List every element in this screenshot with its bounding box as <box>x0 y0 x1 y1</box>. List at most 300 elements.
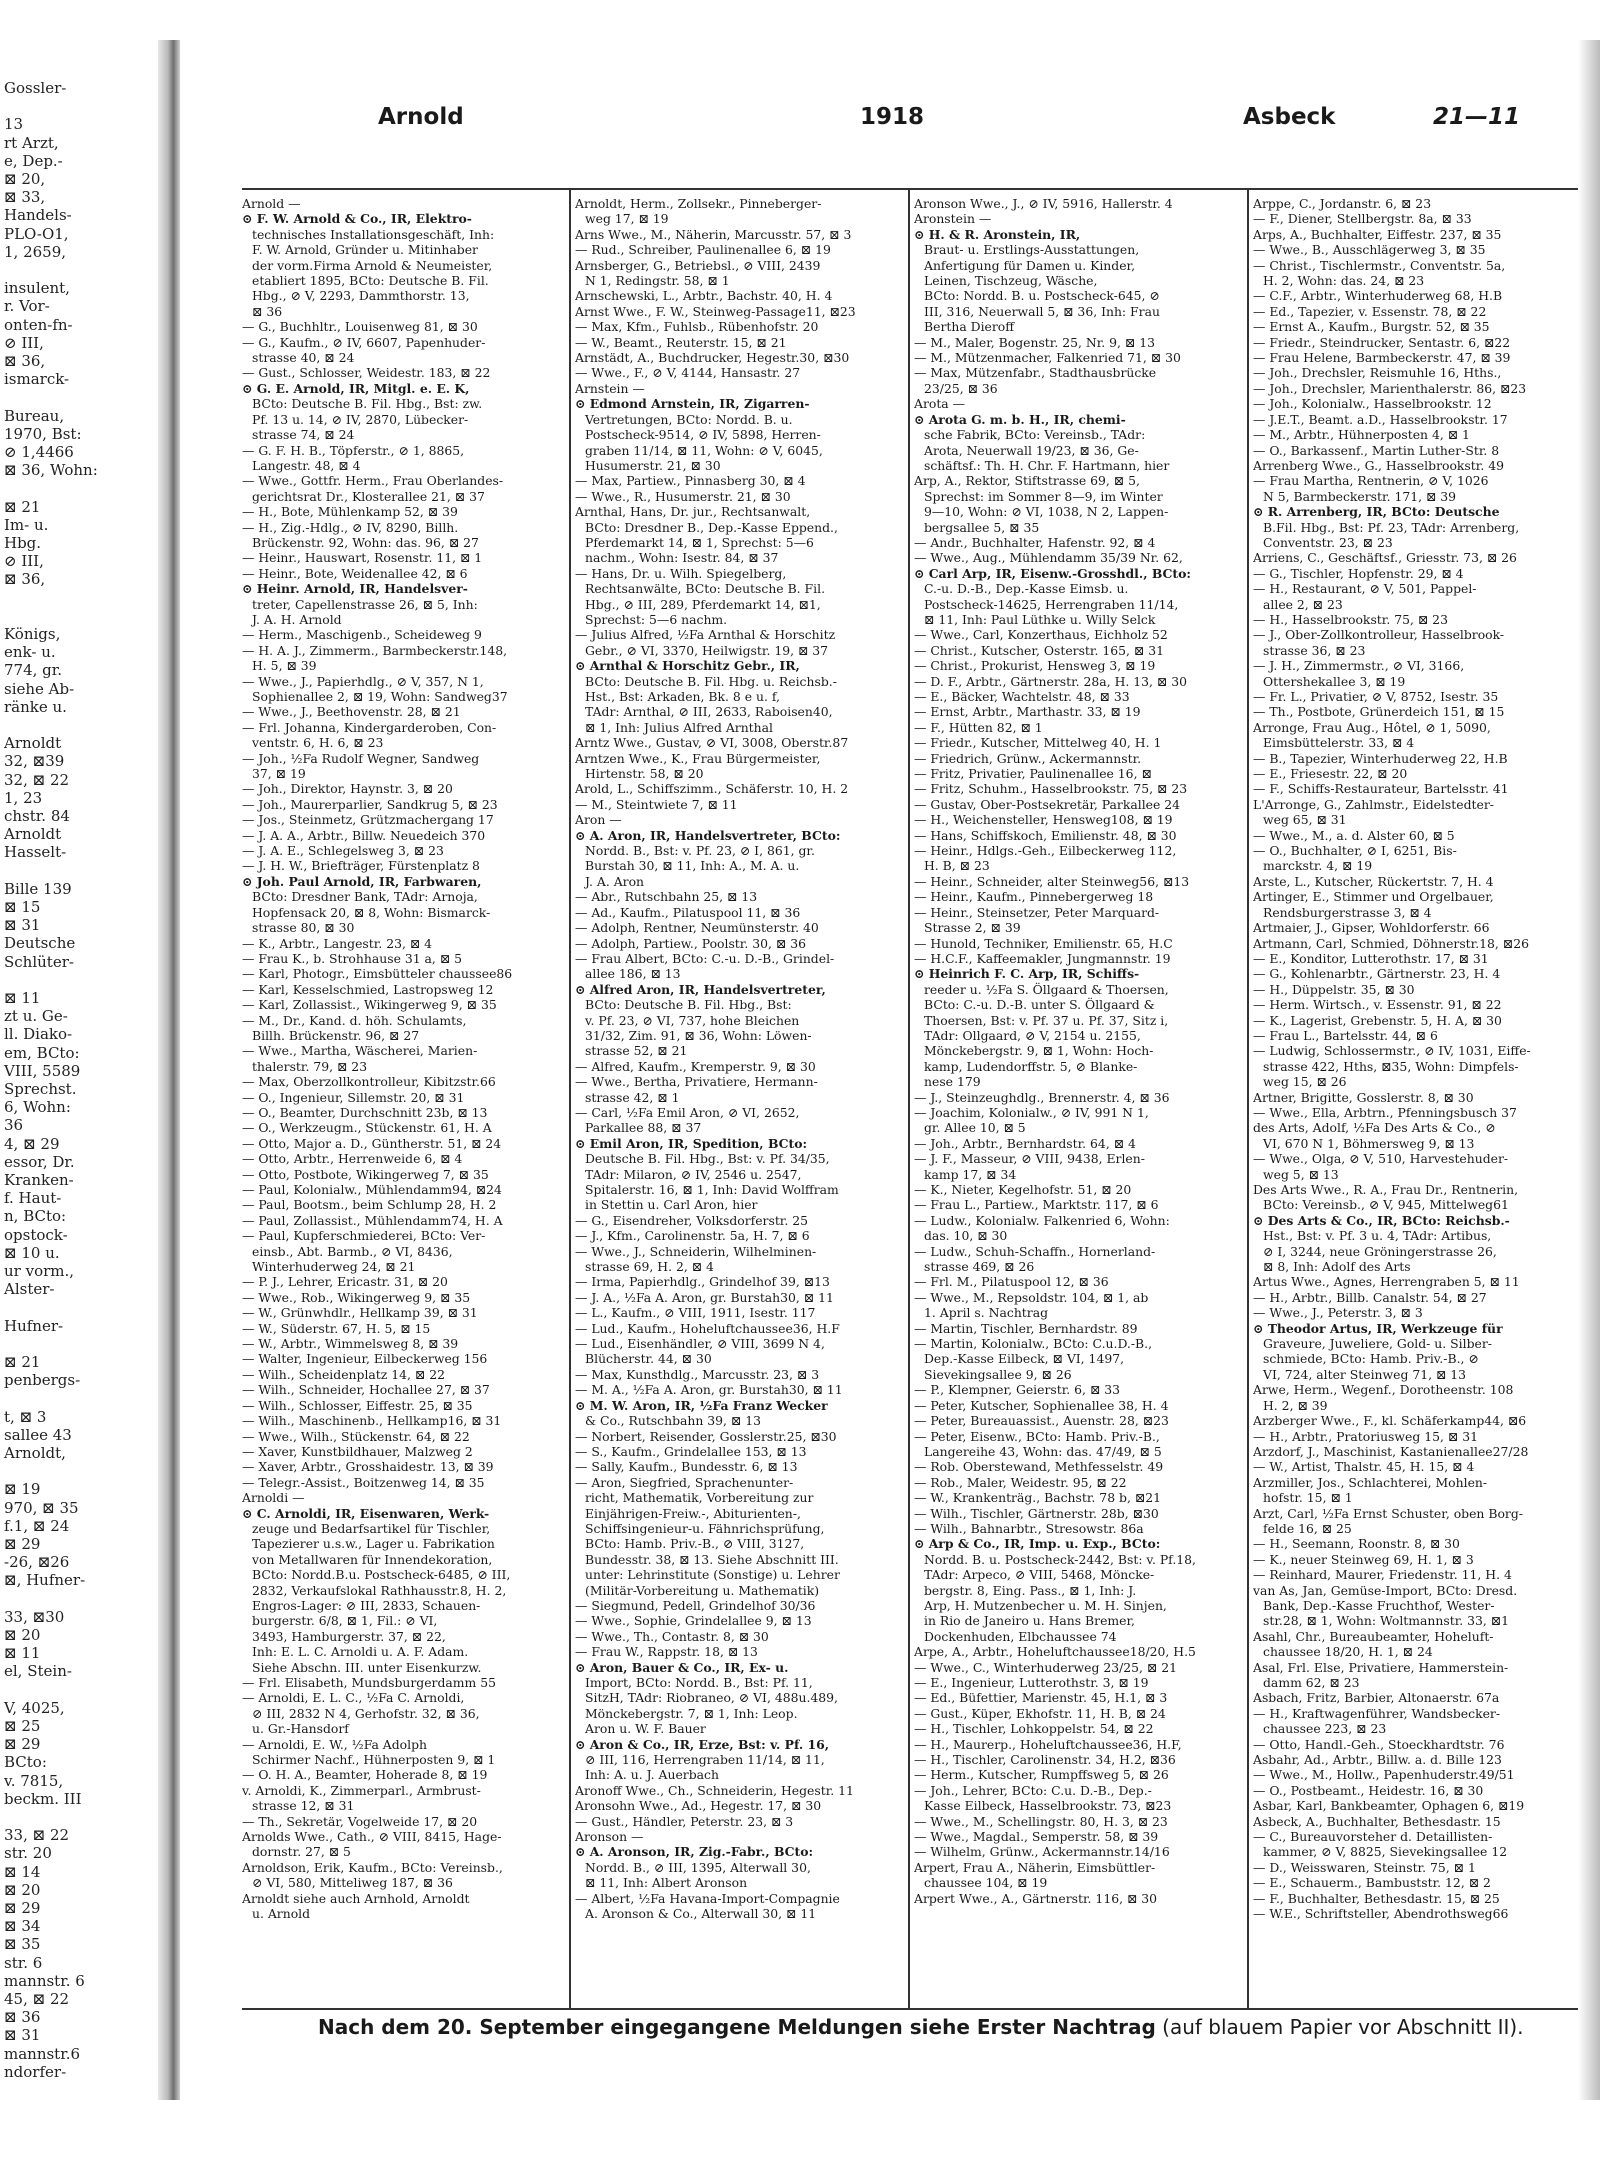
directory-entry-line: — Friedr., Kutscher, Mittelweg 40, H. 1 <box>914 735 1162 751</box>
directory-entry-line: Postscheck-9514, ⊘ IV, 5898, Herren- <box>585 427 821 443</box>
directory-entry-line: — S., Kaufm., Grindelallee 153, ⊠ 13 <box>575 1443 807 1459</box>
directory-entry-line: Aronson — <box>575 1829 644 1845</box>
directory-entry-line: C.-u. D.-B., Dep.-Kasse Eimsb. u. <box>924 581 1129 597</box>
directory-entry-line: Arnoldi — <box>242 1490 305 1506</box>
directory-entry-line: — K., Lagerist, Grebenstr. 5, H. A, ⊠ 30 <box>1253 1012 1502 1028</box>
directory-entry-line: 9—10, Wohn: ⊘ VI, 1038, N 2, Lappen- <box>924 504 1169 520</box>
margin-line: r. Vor- <box>4 297 50 316</box>
directory-entry-line: — Joh., Drechsler, Reismuhle 16, Hths., <box>1253 365 1502 381</box>
directory-entry-line: — H., Seemann, Roonstr. 8, ⊠ 30 <box>1253 1536 1460 1552</box>
directory-entry-line: — O., Ingenieur, Sillemstr. 20, ⊠ 31 <box>242 1089 465 1105</box>
directory-entry-line: — Wwe., M., a. d. Alster 60, ⊠ 5 <box>1253 827 1455 843</box>
directory-entry-line: ⊘ III, 116, Herrengraben 11/14, ⊠ 11, <box>585 1752 825 1768</box>
directory-entry-line: — H., Zig.-Hdlg., ⊘ IV, 8290, Billh. <box>242 519 459 535</box>
margin-line: ⊘ III, <box>4 333 44 352</box>
margin-line: BCto: <box>4 1753 47 1772</box>
margin-line: siehe Ab- <box>4 679 75 698</box>
margin-line: Alster- <box>4 1280 55 1299</box>
directory-entry-line: — Ad., Kaufm., Pilatuspool 11, ⊠ 36 <box>575 904 801 920</box>
directory-entry-line: — Th., Sekretär, Vogelweide 17, ⊠ 20 <box>242 1813 478 1829</box>
directory-entry-line: — F., Hütten 82, ⊠ 1 <box>914 719 1043 735</box>
directory-entry-line: strasse 69, H. 2, ⊠ 4 <box>585 1259 714 1275</box>
directory-entry-line: Arzt, Carl, ½Fa Ernst Schuster, oben Borg- <box>1253 1505 1523 1521</box>
directory-entry-line: — Arnoldi, E. L. C., ½Fa C. Arnoldi, <box>242 1690 465 1706</box>
directory-entry-line: von Metallwaren für Innendekoration, <box>252 1551 493 1567</box>
directory-entry-line: Arnoldt siehe auch Arnhold, Arnoldt <box>242 1890 470 1906</box>
directory-entry-line: der vorm.Firma Arnold & Neumeister, <box>252 257 493 273</box>
directory-entry-line: — P., Klempner, Geierstr. 6, ⊠ 33 <box>914 1382 1121 1398</box>
directory-entry-line: — H., Restaurant, ⊘ V, 501, Pappel- <box>1253 581 1477 597</box>
directory-entry-line: Aron — <box>575 812 622 828</box>
directory-entry-line: ⊙ Heinrich F. C. Arp, IR, Schiffs- <box>914 966 1140 982</box>
margin-line: Hbg. <box>4 534 42 552</box>
directory-entry-line: Hst., Bst: Arkaden, Bk. 8 e u. f, <box>585 689 780 704</box>
directory-entry-line: — Carl, ½Fa Emil Aron, ⊘ VI, 2652, <box>575 1104 800 1120</box>
margin-line: Arnoldt <box>4 825 62 844</box>
margin-line: ⊘ 1,4466 <box>4 443 74 461</box>
directory-entry-line: — M., Mützenmacher, Falkenried 71, ⊠ 30 <box>914 350 1181 366</box>
directory-entry-line: — J. H., Zimmermstr., ⊘ VI, 3166, <box>1253 658 1465 674</box>
directory-entry-line: schäftsf.: Th. H. Chr. F. Hartmann, hier <box>924 457 1170 473</box>
margin-line: ur vorm., <box>4 1262 75 1280</box>
directory-entry-line: — Wilh., Schneider, Hochallee 27, ⊠ 37 <box>242 1382 490 1398</box>
directory-entry-line: Arp, A., Rektor, Stiftstrasse 69, ⊠ 5, <box>914 473 1140 489</box>
directory-entry-line: strasse 36, ⊠ 23 <box>1263 642 1366 658</box>
directory-entry-line: J. A. Aron <box>585 873 645 889</box>
margin-line: 6, Wohn: <box>4 1098 71 1117</box>
directory-entry-line: Langereihe 43, Wohn: das. 47/49, ⊠ 5 <box>924 1443 1162 1459</box>
directory-entry-line: str.28, ⊠ 1, Wohn: Woltmannstr. 33, ⊠1 <box>1263 1613 1510 1629</box>
directory-entry-line: — Wwe., B., Ausschlägerweg 3, ⊠ 35 <box>1253 242 1486 258</box>
directory-entry-line: BCto: Vereinsb., ⊘ V, 945, Mittelweg61 <box>1263 1197 1509 1213</box>
directory-entry-line: Dep.-Kasse Eilbeck, ⊠ VI, 1497, <box>924 1351 1125 1367</box>
margin-line: mannstr. 6 <box>4 1971 85 1990</box>
directory-entry-line: — O., Buchhalter, ⊘ I, 6251, Bis- <box>1253 843 1457 859</box>
directory-entry-line: — H.C.F., Kaffeemakler, Jungmannstr. 19 <box>914 950 1171 966</box>
directory-entry-line: — Frl. Elisabeth, Mundsburgerdamm 55 <box>242 1675 496 1690</box>
directory-entry-line: Anfertigung für Damen u. Kinder, <box>924 257 1136 273</box>
directory-entry-line: — Wwe., M., Hollw., Papenhuderstr.49/51 <box>1253 1767 1515 1783</box>
directory-entry-line: in Stettin u. Carl Aron, hier <box>585 1197 758 1213</box>
margin-line: Bille 139 <box>4 879 72 898</box>
directory-entry-line: — Heinr., Bote, Weidenallee 42, ⊠ 6 <box>242 565 468 581</box>
margin-line: ⊠ 33, <box>4 188 46 207</box>
directory-entry-line: BCto: Deutsche B. Fil. Hbg., Bst: <box>585 997 792 1013</box>
directory-entry-line: chaussee 18/20, H. 1, ⊠ 24 <box>1263 1644 1433 1660</box>
margin-line: ⊠, Hufner- <box>4 1571 86 1590</box>
margin-line: ränke u. <box>4 697 67 716</box>
header-page-number: 21—11 <box>1433 104 1521 130</box>
footer-note <box>318 2015 1524 2039</box>
margin-line: em, BCto: <box>4 1043 80 1062</box>
directory-entry-line: BCto: C.-u. D.-B. unter S. Öllgaard & <box>924 997 1155 1013</box>
directory-entry-line: — J. H. W., Briefträger, Fürstenplatz 8 <box>242 858 480 874</box>
directory-entry-line: — H., Bote, Mühlenkamp 52, ⊠ 39 <box>242 504 458 520</box>
directory-entry-line: Arwe, Herm., Wegenf., Dorotheenstr. 108 <box>1253 1382 1514 1398</box>
column-1 <box>242 196 564 2006</box>
directory-entry-line: BCto: Dresdner Bank, TAdr: Arnoja, <box>252 889 478 905</box>
directory-entry-line: — J. A., ½Fa A. Aron, gr. Burstah30, ⊠ 11 <box>575 1289 834 1305</box>
directory-entry-line: — Paul, Kolonialw., Mühlendamm94, ⊠24 <box>242 1182 502 1197</box>
directory-entry-line: Conventstr. 23, ⊠ 23 <box>1263 534 1393 550</box>
directory-entry-line: — Frau Albert, BCto: C.-u. D.-B., Grindel- <box>575 950 835 966</box>
directory-entry-line: — Joh., Arbtr., Bernhardstr. 64, ⊠ 4 <box>914 1135 1136 1151</box>
margin-line: ⊠ 36, <box>4 570 46 589</box>
directory-entry-line: — Otto, Arbtr., Herrenweide 6, ⊠ 4 <box>242 1151 463 1167</box>
directory-entry-line: — Arnoldi, E. W., ½Fa Adolph <box>242 1736 427 1752</box>
directory-entry-line: — O. H. A., Beamter, Hoherade 8, ⊠ 19 <box>242 1767 488 1783</box>
directory-entry-line: u. Gr.-Hansdorf <box>252 1721 349 1737</box>
margin-line: ndorfer- <box>4 2062 67 2081</box>
footer-rule <box>242 2008 1578 2010</box>
directory-entry-line: — J., Ober-Zollkontrolleur, Hasselbrook- <box>1253 627 1505 643</box>
directory-entry-line: zeuge und Bedarfsartikel für Tischler, <box>252 1520 491 1536</box>
directory-entry-line: — Joh., ½Fa Rudolf Wegner, Sandweg <box>242 750 480 766</box>
margin-line: ⊠ 21 <box>4 1353 41 1371</box>
directory-entry-line: Arps, A., Buchhalter, Eiffestr. 237, ⊠ 35 <box>1253 226 1502 242</box>
directory-entry-line: — Wwe., M., Repsoldstr. 104, ⊠ 1, ab <box>914 1289 1149 1305</box>
directory-entry-line: — Andr., Buchhalter, Hafenstr. 92, ⊠ 4 <box>914 534 1156 550</box>
header-last-entry: Asbeck <box>1243 104 1336 130</box>
directory-entry-line: — L., Kaufm., ⊘ VIII, 1911, Isestr. 117 <box>575 1305 816 1321</box>
directory-entry-line: — J. A. E., Schlegelsweg 3, ⊠ 23 <box>242 843 444 859</box>
directory-entry-line: ⊙ Aron, Bauer & Co., IR, Ex- u. <box>575 1659 789 1675</box>
margin-line: ⊘ III, <box>4 552 44 571</box>
directory-entry-line: Strasse 2, ⊠ 39 <box>924 920 1021 936</box>
directory-entry-line: reeder u. ½Fa S. Öllgaard & Thoersen, <box>924 981 1169 997</box>
directory-entry-line: — Siegmund, Pedell, Grindelhof 30/36 <box>575 1597 816 1613</box>
margin-line: Schlüter- <box>4 952 74 971</box>
directory-entry-line: v. Arnoldi, K., Zimmerparl., Armbrust- <box>242 1782 481 1798</box>
directory-entry-line: ⊙ Aron & Co., IR, Erze, Bst: v. Pf. 16, <box>575 1736 830 1752</box>
directory-entry-line: H. 5, ⊠ 39 <box>252 658 317 674</box>
directory-entry-line: — H., Arbtr., Pratoriusweg 15, ⊠ 31 <box>1253 1428 1478 1444</box>
directory-entry-line: — Adolph, Rentner, Neumünsterstr. 40 <box>575 920 819 936</box>
directory-entry-line: Parkallee 88, ⊠ 37 <box>585 1120 702 1136</box>
directory-entry-line: — Irma, Papierhdlg., Grindelhof 39, ⊠13 <box>575 1274 830 1290</box>
directory-entry-line: — Max, Kfm., Fuhlsb., Rübenhofstr. 20 <box>575 319 819 335</box>
directory-entry-line: — Max, Kunsthdlg., Marcusstr. 23, ⊠ 3 <box>575 1366 820 1382</box>
directory-entry-line: ⊙ Joh. Paul Arnold, IR, Farbwaren, <box>242 873 482 889</box>
column-2 <box>575 196 903 2006</box>
directory-entry-line: — O., Barkassenf., Martin Luther-Str. 8 <box>1253 442 1500 458</box>
directory-entry-line: — Wwe., Aug., Mühlendamm 35/39 Nr. 62, <box>914 550 1183 566</box>
directory-entry-line: — Rob. Oberstewand, Methfesselstr. 49 <box>914 1459 1164 1475</box>
margin-line: ⊠ 11 <box>4 1644 41 1663</box>
directory-entry-line: Arzmiller, Jos., Schlachterei, Mohlen- <box>1253 1474 1488 1490</box>
directory-entry-line: — B., Tapezier, Winterhuderweg 22, H.B <box>1253 750 1508 766</box>
directory-entry-line: — H., Arbtr., Billb. Canalstr. 54, ⊠ 27 <box>1253 1289 1487 1305</box>
column-3 <box>914 196 1242 2006</box>
directory-entry-line: bergsallee 5, ⊠ 35 <box>924 519 1040 535</box>
margin-line: beckm. III <box>4 1789 82 1808</box>
directory-entry-line: Inh: E. L. C. Arnoldi u. A. F. Adam. <box>252 1644 469 1660</box>
directory-entry-line: — Gust., Schlosser, Weidestr. 183, ⊠ 22 <box>242 365 491 381</box>
directory-entry-line: chaussee 223, ⊠ 23 <box>1263 1721 1387 1737</box>
directory-entry-line: chaussee 104, ⊠ 19 <box>924 1875 1048 1891</box>
directory-entry-line: Nordd. B., ⊘ III, 1395, Alterwall 30, <box>585 1859 811 1875</box>
directory-entry-line: Dockenhuden, Elbchaussee 74 <box>924 1628 1117 1644</box>
directory-entry-line: — J. F., Masseur, ⊘ VIII, 9438, Erlen- <box>914 1151 1145 1167</box>
directory-entry-line: — Lud., Kaufm., Hoheluftchaussee36, H.F <box>575 1320 840 1336</box>
directory-entry-line: Arnold — <box>242 196 301 211</box>
directory-entry-line: Mönckebergstr. 9, ⊠ 1, Wohn: Hoch- <box>924 1043 1154 1059</box>
directory-entry-line: Asbar, Karl, Bankbeamter, Ophagen 6, ⊠19 <box>1253 1798 1525 1814</box>
margin-line: Sprechst. <box>4 1080 77 1098</box>
directory-entry-line: Hbg., ⊘ III, 289, Pferdemarkt 14, ⊠1, <box>585 596 821 612</box>
margin-line: ⊠ 35 <box>4 1935 41 1954</box>
directory-entry-line: damm 62, ⊠ 23 <box>1263 1675 1360 1690</box>
directory-entry-line: Arzberger Wwe., F., kl. Schäferkamp44, ⊠6 <box>1253 1413 1527 1429</box>
directory-entry-line: VI, 670 N 1, Böhmersweg 9, ⊠ 13 <box>1263 1135 1475 1151</box>
directory-entry-line: ⊘ VI, 580, Mitteliweg 187, ⊠ 36 <box>252 1875 453 1891</box>
directory-entry-line: Arnoldson, Erik, Kaufm., BCto: Vereinsb., <box>242 1859 503 1875</box>
margin-line: insulent, <box>4 279 70 298</box>
directory-entry-line: des Arts, Adolf, ½Fa Des Arts & Co., ⊘ <box>1253 1120 1496 1136</box>
directory-entry-line: — W.E., Schriftsteller, Abendrothsweg66 <box>1253 1906 1509 1922</box>
margin-line: mannstr.6 <box>4 2044 81 2063</box>
margin-line: 32, ⊠39 <box>4 752 65 771</box>
directory-entry-line: Bundesstr. 38, ⊠ 13. Siehe Abschnitt III. <box>585 1551 839 1567</box>
directory-entry-line: — Hunold, Techniker, Emilienstr. 65, H.C <box>914 935 1173 951</box>
directory-entry-line: — Ludwig, Schlossermstr., ⊘ IV, 1031, Eiffe- <box>1253 1043 1531 1059</box>
margin-line: ⊠ 29 <box>4 1735 41 1754</box>
directory-entry-line: Postscheck-14625, Herrengraben 11/14, <box>924 596 1179 612</box>
margin-line: rt Arzt, <box>4 133 59 152</box>
directory-entry-line: — H., Tischler, Lohkoppelstr. 54, ⊠ 22 <box>914 1721 1154 1737</box>
directory-entry-line: N 1, Redingstr. 58, ⊠ 1 <box>585 273 730 289</box>
directory-entry-line: das. 10, ⊠ 30 <box>924 1228 1008 1244</box>
directory-page <box>228 100 1578 2039</box>
directory-entry-line: Spitalerstr. 16, ⊠ 1, Inh: David Wolffram <box>585 1182 839 1197</box>
directory-entry-line: Bertha Dieroff <box>924 319 1015 335</box>
directory-entry-line: Arntz Wwe., Gustav, ⊘ VI, 3008, Oberstr.87 <box>575 735 849 751</box>
directory-entry-line: ⊙ A. Aronson, IR, Zig.-Fabr., BCto: <box>575 1844 814 1860</box>
margin-line: Kranken- <box>4 1171 74 1189</box>
directory-entry-line: — Otto, Major a. D., Güntherstr. 51, ⊠ 24 <box>242 1135 502 1151</box>
directory-entry-line: — Wilhelm, Grünw., Ackermannstr.14/16 <box>914 1844 1170 1860</box>
directory-entry-line: Deutsche B. Fil. Hbg., Bst: v. Pf. 34/35, <box>585 1151 830 1167</box>
directory-entry-line: Arrenberg Wwe., G., Hasselbrookstr. 49 <box>1253 457 1504 473</box>
directory-entry-line: technisches Installationsgeschäft, Inh: <box>252 226 495 242</box>
directory-entry-line: — Max, Mützenfabr., Stadthausbrücke <box>914 365 1157 381</box>
directory-entry-line: Pf. 13 u. 14, ⊘ IV, 2870, Lübecker- <box>252 411 469 427</box>
directory-entry-line: Arpe, A., Arbtr., Hoheluftchaussee18/20, H.5 <box>914 1644 1196 1660</box>
directory-entry-line: Sprechst: 5—6 nachm. <box>585 611 728 627</box>
directory-entry-line: — Wwe., Gottfr. Herm., Frau Oberlandes- <box>242 473 504 489</box>
directory-entry-line: — Ernst A., Kaufm., Burgstr. 52, ⊠ 35 <box>1253 319 1490 335</box>
directory-entry-line: Aronson Wwe., J., ⊘ IV, 5916, Hallerstr. 4 <box>914 196 1173 211</box>
directory-entry-line: einsb., Abt. Barmb., ⊘ VI, 8436, <box>252 1243 453 1259</box>
directory-entry-line: 23/25, ⊠ 36 <box>924 380 998 396</box>
directory-entry-line: — Herm., Kutscher, Rumpffsweg 5, ⊠ 26 <box>914 1767 1169 1783</box>
directory-entry-line: Asbeck, A., Buchhalter, Bethesdastr. 15 <box>1253 1813 1501 1829</box>
directory-entry-line: Blücherstr. 44, ⊠ 30 <box>585 1351 712 1367</box>
directory-entry-line: strasse 422, Hths, ⊠35, Wohn: Dimpfels- <box>1263 1058 1519 1074</box>
directory-entry-line: — Rob., Maler, Weidestr. 95, ⊠ 22 <box>914 1474 1127 1490</box>
directory-entry-line: ⊙ Theodor Artus, IR, Werkzeuge für <box>1253 1320 1503 1336</box>
directory-entry-line: — Heinr., Hdlgs.-Geh., Eilbeckerweg 112, <box>914 843 1177 859</box>
margin-line: Im- u. <box>4 515 49 534</box>
directory-entry-line: nese 179 <box>924 1074 981 1090</box>
directory-entry-line: — Peter, Eisenw., BCto: Hamb. Priv.-B., <box>914 1428 1160 1444</box>
margin-line: ⊠ 20, <box>4 170 46 188</box>
directory-entry-line: — Peter, Kutscher, Sophienallee 38, H. 4 <box>914 1397 1169 1413</box>
directory-entry-line: — J. A. A., Arbtr., Billw. Neuedeich 370 <box>242 827 486 843</box>
directory-entry-line: — Christ., Tischlermstr., Conventstr. 5a, <box>1253 257 1506 273</box>
margin-line: 774, gr. <box>4 661 63 680</box>
directory-entry-line: — G., Tischler, Hopfenstr. 29, ⊠ 4 <box>1253 565 1464 581</box>
directory-entry-line: — Paul, Zollassist., Mühlendamm74, H. A <box>242 1212 503 1228</box>
directory-entry-line: — Norbert, Reisender, Gosslerstr.25, ⊠30 <box>575 1428 837 1444</box>
directory-entry-line: ⊙ A. Aron, IR, Handelsvertreter, BCto: <box>575 827 841 843</box>
directory-entry-line: — K., Arbtr., Langestr. 23, ⊠ 4 <box>242 935 433 951</box>
directory-entry-line: strasse 12, ⊠ 31 <box>252 1798 355 1814</box>
directory-entry-line: — W., Grünwhdlr., Hellkamp 39, ⊠ 31 <box>242 1305 478 1321</box>
directory-entry-line: — W., Krankenträg., Bachstr. 78 b, ⊠21 <box>914 1490 1161 1506</box>
directory-entry-line: ⊘ III, 2832 N 4, Gerhofstr. 32, ⊠ 36, <box>252 1705 480 1721</box>
directory-entry-line: — Christ., Prokurist, Hensweg 3, ⊠ 19 <box>914 658 1156 674</box>
directory-entry-line: Artmann, Carl, Schmied, Döhnerstr.18, ⊠26 <box>1253 935 1529 951</box>
margin-line: Arnoldt <box>4 734 62 753</box>
directory-entry-line: — Wwe., Bertha, Privatiere, Hermann- <box>575 1074 818 1090</box>
margin-line: PLO-O1, <box>4 224 69 243</box>
directory-entry-line: — K., Nieter, Kegelhofstr. 51, ⊠ 20 <box>914 1182 1132 1197</box>
directory-entry-line: Einjährigen-Freiw.-, Abiturienten-, <box>585 1505 801 1521</box>
directory-entry-line: BCto: Dresdner B., Dep.-Kasse Eppend., <box>585 519 838 535</box>
margin-line: ⊠ 36 <box>4 2008 41 2027</box>
margin-line: Hufner- <box>4 1316 64 1335</box>
directory-entry-line: — Joh., Kolonialw., Hasselbrookstr. 12 <box>1253 396 1492 412</box>
directory-entry-line: — Wwe., R., Husumerstr. 21, ⊠ 30 <box>575 488 791 504</box>
directory-entry-line: — Fritz, Privatier, Paulinenallee 16, ⊠ <box>914 766 1152 782</box>
footer-note-normal: (auf blauem Papier vor Abschnitt II). <box>1162 2015 1524 2039</box>
directory-entry-line: Arnsberger, G., Betriebsl., ⊘ VIII, 2439 <box>575 257 821 273</box>
directory-entry-line: unter: Lehrinstitute (Sonstige) u. Lehrer <box>585 1567 840 1583</box>
directory-entry-line: — Wwe., M., Schellingstr. 80, H. 3, ⊠ 23 <box>914 1813 1168 1829</box>
directory-entry-line: ⊙ Alfred Aron, IR, Handelsvertreter, <box>575 981 826 997</box>
directory-entry-line: Schirmer Nachf., Hühnerposten 9, ⊠ 1 <box>252 1752 496 1768</box>
directory-entry-line: — Wwe., Sophie, Grindelallee 9, ⊠ 13 <box>575 1613 812 1629</box>
directory-entry-line: — Hans, Schiffskoch, Emilienstr. 48, ⊠ 30 <box>914 827 1177 843</box>
margin-line: 1970, Bst: <box>4 424 82 443</box>
margin-line: str. 20 <box>4 1844 52 1863</box>
margin-line: essor, Dr. <box>4 1152 75 1171</box>
margin-line: f. Haut- <box>4 1189 62 1208</box>
directory-entry-line: Pferdemarkt 14, ⊠ 1, Sprechst: 5—6 <box>585 534 814 550</box>
header-rule <box>242 188 1578 190</box>
directory-entry-line: — H. A. J., Zimmerm., Barmbeckerstr.148, <box>242 642 508 658</box>
directory-entry-line: — G., Kaufm., ⊘ IV, 6607, Papenhuder- <box>242 334 486 350</box>
directory-entry-line: kammer, ⊘ V, 8825, Sievekingsallee 12 <box>1263 1844 1508 1860</box>
directory-entry-line: — Joh., Maurerparlier, Sandkrug 5, ⊠ 23 <box>242 796 498 812</box>
directory-entry-line: ventstr. 6, H. 6, ⊠ 23 <box>252 735 384 751</box>
directory-entry-line: Ottershekallee 3, ⊠ 19 <box>1263 673 1406 689</box>
margin-line: f.1, ⊠ 24 <box>4 1516 70 1535</box>
margin-line: 1, 2659, <box>4 242 67 261</box>
directory-entry-line: Brückenstr. 92, Wohn: das. 96, ⊠ 27 <box>252 534 479 550</box>
directory-entry-line: ⊙ C. Arnoldi, IR, Eisenwaren, Werk- <box>242 1505 490 1521</box>
directory-entry-line: — W., Süderstr. 67, H. 5, ⊠ 15 <box>242 1320 431 1336</box>
directory-entry-line: — Wilh., Maschinenb., Hellkamp16, ⊠ 31 <box>242 1413 502 1429</box>
directory-entry-line: — D., Weisswaren, Steinstr. 75, ⊠ 1 <box>1253 1859 1476 1875</box>
directory-entry-line: — Sally, Kaufm., Bundesstr. 6, ⊠ 13 <box>575 1459 798 1475</box>
directory-entry-line: Thoersen, Bst: v. Pf. 37 u. Pf. 37, Sitz i, <box>924 1012 1169 1028</box>
margin-line: v. 7815, <box>4 1771 64 1790</box>
directory-entry-line: Burstah 30, ⊠ 11, Inh: A., M. A. u. <box>585 858 800 874</box>
directory-entry-line: ⊙ Des Arts & Co., IR, BCto: Reichsb.- <box>1253 1212 1510 1228</box>
directory-entry-line: Inh: A. u. J. Auerbach <box>585 1767 719 1783</box>
directory-entry-line: Arnstädt, A., Buchdrucker, Hegestr.30, ⊠30 <box>575 350 850 366</box>
directory-entry-line: — Otto, Handl.-Geh., Stoeckhardtstr. 76 <box>1253 1736 1505 1752</box>
margin-line: ⊠ 19 <box>4 1480 41 1499</box>
directory-entry-line: BCto: Nordd. B. u. Postscheck-645, ⊘ <box>924 288 1160 304</box>
directory-entry-line: Arnoldt, Herm., Zollsekr., Pinneberger- <box>575 196 822 211</box>
directory-entry-line: Sievekingsallee 9, ⊠ 26 <box>924 1366 1072 1382</box>
directory-entry-line: — Abr., Rutschbahn 25, ⊠ 13 <box>575 889 758 905</box>
directory-entry-line: Vertretungen, BCto: Nordd. B. u. <box>585 411 793 427</box>
directory-entry-line: Arste, L., Kutscher, Rückertstr. 7, H. 4 <box>1253 873 1494 889</box>
directory-entry-line: — E., Bäcker, Wachtelstr. 48, ⊠ 33 <box>914 689 1130 704</box>
directory-entry-line: — Frau K., b. Strohhause 31 a, ⊠ 5 <box>242 950 463 966</box>
margin-line: ⊠ 20 <box>4 1880 41 1899</box>
directory-entry-line: sche Fabrik, BCto: Vereinsb., TAdr: <box>924 427 1146 443</box>
directory-entry-line: — O., Postbeamt., Heidestr. 16, ⊠ 30 <box>1253 1782 1484 1798</box>
directory-entry-line: — Paul, Bootsm., beim Schlump 28, H. 2 <box>242 1197 497 1213</box>
directory-entry-line: — Christ., Kutscher, Osterstr. 165, ⊠ 31 <box>914 642 1164 658</box>
directory-entry-line: Arold, L., Schiffszimm., Schäferstr. 10, H. 2 <box>575 781 849 797</box>
directory-entry-line: — H., Maurerp., Hoheluftchaussee36, H.F, <box>914 1736 1182 1752</box>
directory-entry-line: — Wwe., J., Peterstr. 3, ⊠ 3 <box>1253 1305 1423 1321</box>
directory-entry-line: Aronstein — <box>914 211 992 227</box>
footer-note-bold: Nach dem 20. September eingegangene Meldungen siehe Erster Nachtrag <box>318 2015 1156 2039</box>
directory-entry-line: Arns Wwe., M., Näherin, Marcusstr. 57, ⊠ 3 <box>575 226 852 242</box>
margin-line: 1, 23 <box>4 788 43 807</box>
directory-entry-line: — Wwe., Carl, Konzerthaus, Eichholz 52 <box>914 627 1168 643</box>
margin-line: Hasselt- <box>4 843 67 862</box>
directory-entry-line: strasse 40, ⊠ 24 <box>252 350 355 366</box>
directory-entry-line: Hopfensack 20, ⊠ 8, Wohn: Bismarck- <box>252 904 491 920</box>
directory-entry-line: ⊙ Carl Arp, IR, Eisenw.-Grosshdl., BCto: <box>914 565 1191 581</box>
directory-entry-line: allee 186, ⊠ 13 <box>585 966 681 982</box>
directory-entry-line: weg 15, ⊠ 26 <box>1263 1074 1347 1090</box>
directory-entry-line: Nordd. B., Bst: v. Pf. 23, ⊘ I, 861, gr. <box>585 843 815 859</box>
directory-entry-line: — Wwe., Olga, ⊘ V, 510, Harvestehuder- <box>1253 1151 1509 1167</box>
directory-entry-line: Siehe Abschn. III. unter Eisenkurzw. <box>252 1659 482 1675</box>
directory-entry-line: Asahl, Chr., Bureaubeamter, Hoheluft- <box>1253 1628 1494 1644</box>
directory-entry-line: — Frau Helene, Barmbeckerstr. 47, ⊠ 39 <box>1253 350 1511 366</box>
directory-entry-line: — G., Buchhltr., Louisenweg 81, ⊠ 30 <box>242 319 478 335</box>
directory-entry-line: — Julius Alfred, ½Fa Arnthal & Horschitz <box>575 627 836 643</box>
directory-entry-line: Schiffsingenieur-u. Fähnrichsprüfung, <box>585 1520 825 1536</box>
directory-entry-line: — Xaver, Kunstbildhauer, Malzweg 2 <box>242 1443 473 1459</box>
directory-entry-line: — M., Steintwiete 7, ⊠ 11 <box>575 796 738 812</box>
margin-line: str. 6 <box>4 1953 43 1972</box>
directory-entry-line: — C., Bureauvorsteher d. Detaillisten- <box>1253 1829 1493 1845</box>
directory-entry-line: — C.F., Arbtr., Winterhuderweg 68, H.B <box>1253 288 1503 304</box>
directory-entry-line: — Ed., Tapezier, v. Essenstr. 78, ⊠ 22 <box>1253 303 1487 319</box>
directory-entry-line: Aronsohn Wwe., Ad., Hegestr. 17, ⊠ 30 <box>575 1798 822 1814</box>
directory-entry-line: — Wwe., Martha, Wäscherei, Marien- <box>242 1043 478 1059</box>
margin-line: Arnoldt, <box>4 1444 66 1462</box>
directory-entry-line: — Ed., Büfettier, Marienstr. 45, H.1, ⊠ 3 <box>914 1690 1168 1706</box>
directory-entry-line: weg 65, ⊠ 31 <box>1263 812 1347 828</box>
directory-entry-line: Husumerstr. 21, ⊠ 30 <box>585 457 721 473</box>
margin-line: 13 <box>4 115 24 134</box>
directory-entry-line: hofstr. 15, ⊠ 1 <box>1263 1490 1353 1506</box>
directory-entry-line: ⊘ I, 3244, neue Gröningerstrasse 26, <box>1263 1243 1497 1259</box>
directory-entry-line: — Jos., Steinmetz, Grützmachergang 17 <box>242 812 494 828</box>
